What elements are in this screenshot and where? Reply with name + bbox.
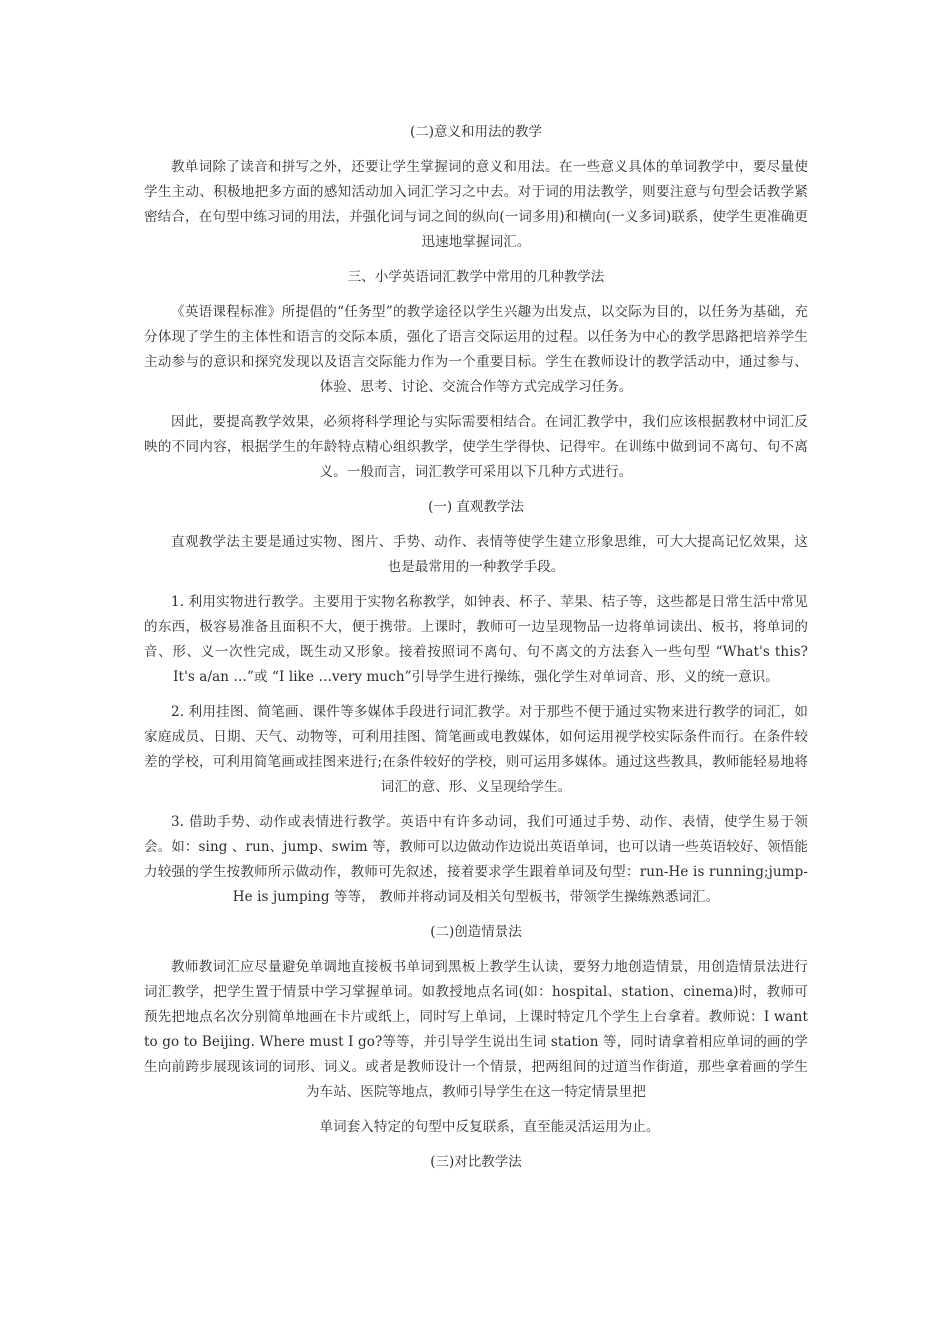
paragraph: 直观教学法主要是通过实物、图片、手势、动作、表情等使学生建立形象思维，可大大提高记忆效果，这也是最常用的一种教学手段。 (171, 534, 808, 575)
paragraph: 《英语课程标准》所提倡的“任务型”的教学途径以学生兴趣为出发点，以交际为目的，以任务为基础，充分体现了学生的主体性和语言的交际本质，强化了语言交际运用的过程。以任务为中心的教学思路把培养学生主动参与的意识和探究发现以及语言交际能力作为一个重要目标。学生在教师设计的教学活动中，通过参与、体验、思考、讨论、交流合作等方式完成学习任务。 (144, 304, 808, 395)
section-heading: 三、小学英语词汇教学中常用的几种教学法 (347, 269, 605, 285)
paragraph: 教单词除了读音和拼写之外，还要让学生掌握词的意义和用法。在一些意义具体的单词教学中，要尽量使学生主动、积极地把多方面的感知活动加入词汇学习之中去。对于词的用法教学，则要注意与句型会话教学紧密结合，在句型中练习词的用法，并强化词与词之间的纵向(一词多用)和横向(一义多词)联系，使学生更准确更迅速地掌握词汇。 (144, 159, 808, 250)
paragraph: 2. 利用挂图、简笔画、课件等多媒体手段进行词汇教学。对于那些不便于通过实物来进行教学的词汇，如家庭成员、日期、天气、动物等，可利用挂图、简笔画或电教媒体，如何运用视学校实际条件而行。在条件较差的学校，可利用简笔画或挂图来进行;在条件较好的学校，则可运用多媒体。通过这些教具，教师能轻易地将词汇的意、形、义呈现给学生。 (144, 704, 808, 795)
section-heading: (二)意义和用法的教学 (409, 124, 543, 140)
paragraph: 单词套入特定的句型中反复联系，直至能灵活运用为止。 (319, 1119, 660, 1135)
section-heading: (一) 直观教学法 (428, 499, 524, 515)
paragraph: 因此，要提高教学效果，必须将科学理论与实际需要相结合。在词汇教学中，我们应该根据教材中词汇反映的不同内容，根据学生的年龄特点精心组织教学，使学生学得快、记得牢。在训练中做到词不离句、句不离义。一般而言，词汇教学可采用以下几种方式进行。 (144, 414, 808, 480)
section-heading: (二)创造情景法 (430, 924, 522, 940)
paragraph: 教师教词汇应尽量避免单调地直接板书单词到黑板上教学生认读，要努力地创造情景，用创造情景法进行词汇教学，把学生置于情景中学习掌握单词。如教授地点名词(如：hospital、station、cinema)时，教师可预先把地点名次分别简单地画在卡片或纸上，同时写上单词，上课时特定几个学生上台拿着。教师说：I want to go to Beijing. Where must I go?等等，并引导学生说出生词 station 等，同时请拿着相应单词的画的学生向前跨步展现该词的词形、词义。或者是教师设计一个情景，把两组间的过道当作街道，那些拿着画的学生为车站、医院等地点，教师引导学生在这一特定情景里把 (144, 959, 808, 1100)
document-body (144, 120, 808, 1185)
paragraph: 3. 借助手势、动作或表情进行教学。英语中有许多动词，我们可通过手势、动作、表情，使学生易于领会。如：sing 、run、jump、swim 等，教师可以边做动作边说出英语单词，也可以请一些英语较好、领悟能力较强的学生按教师所示做动作，教师可先叙述，接着要求学生跟着单词及句型：run-He is running;jump-He is jumping 等等， 教师并将动词及相关句型板书，带领学生操练熟悉词汇。 (144, 814, 808, 905)
section-heading: (三)对比教学法 (430, 1154, 522, 1170)
paragraph: 1. 利用实物进行教学。主要用于实物名称教学，如钟表、杯子、苹果、桔子等，这些都是日常生活中常见的东西，极容易准备且面积不大，便于携带。上课时，教师可一边呈现物品一边将单词读出、板书，将单词的音、形、义一次性完成，既生动又形象。接着按照词不离句、句不离文的方法套入一些句型 “What's this? It's a/an …”或 “I like …very much”引导学生进行操练，强化学生对单词音、形、义的统一意识。 (144, 594, 808, 685)
